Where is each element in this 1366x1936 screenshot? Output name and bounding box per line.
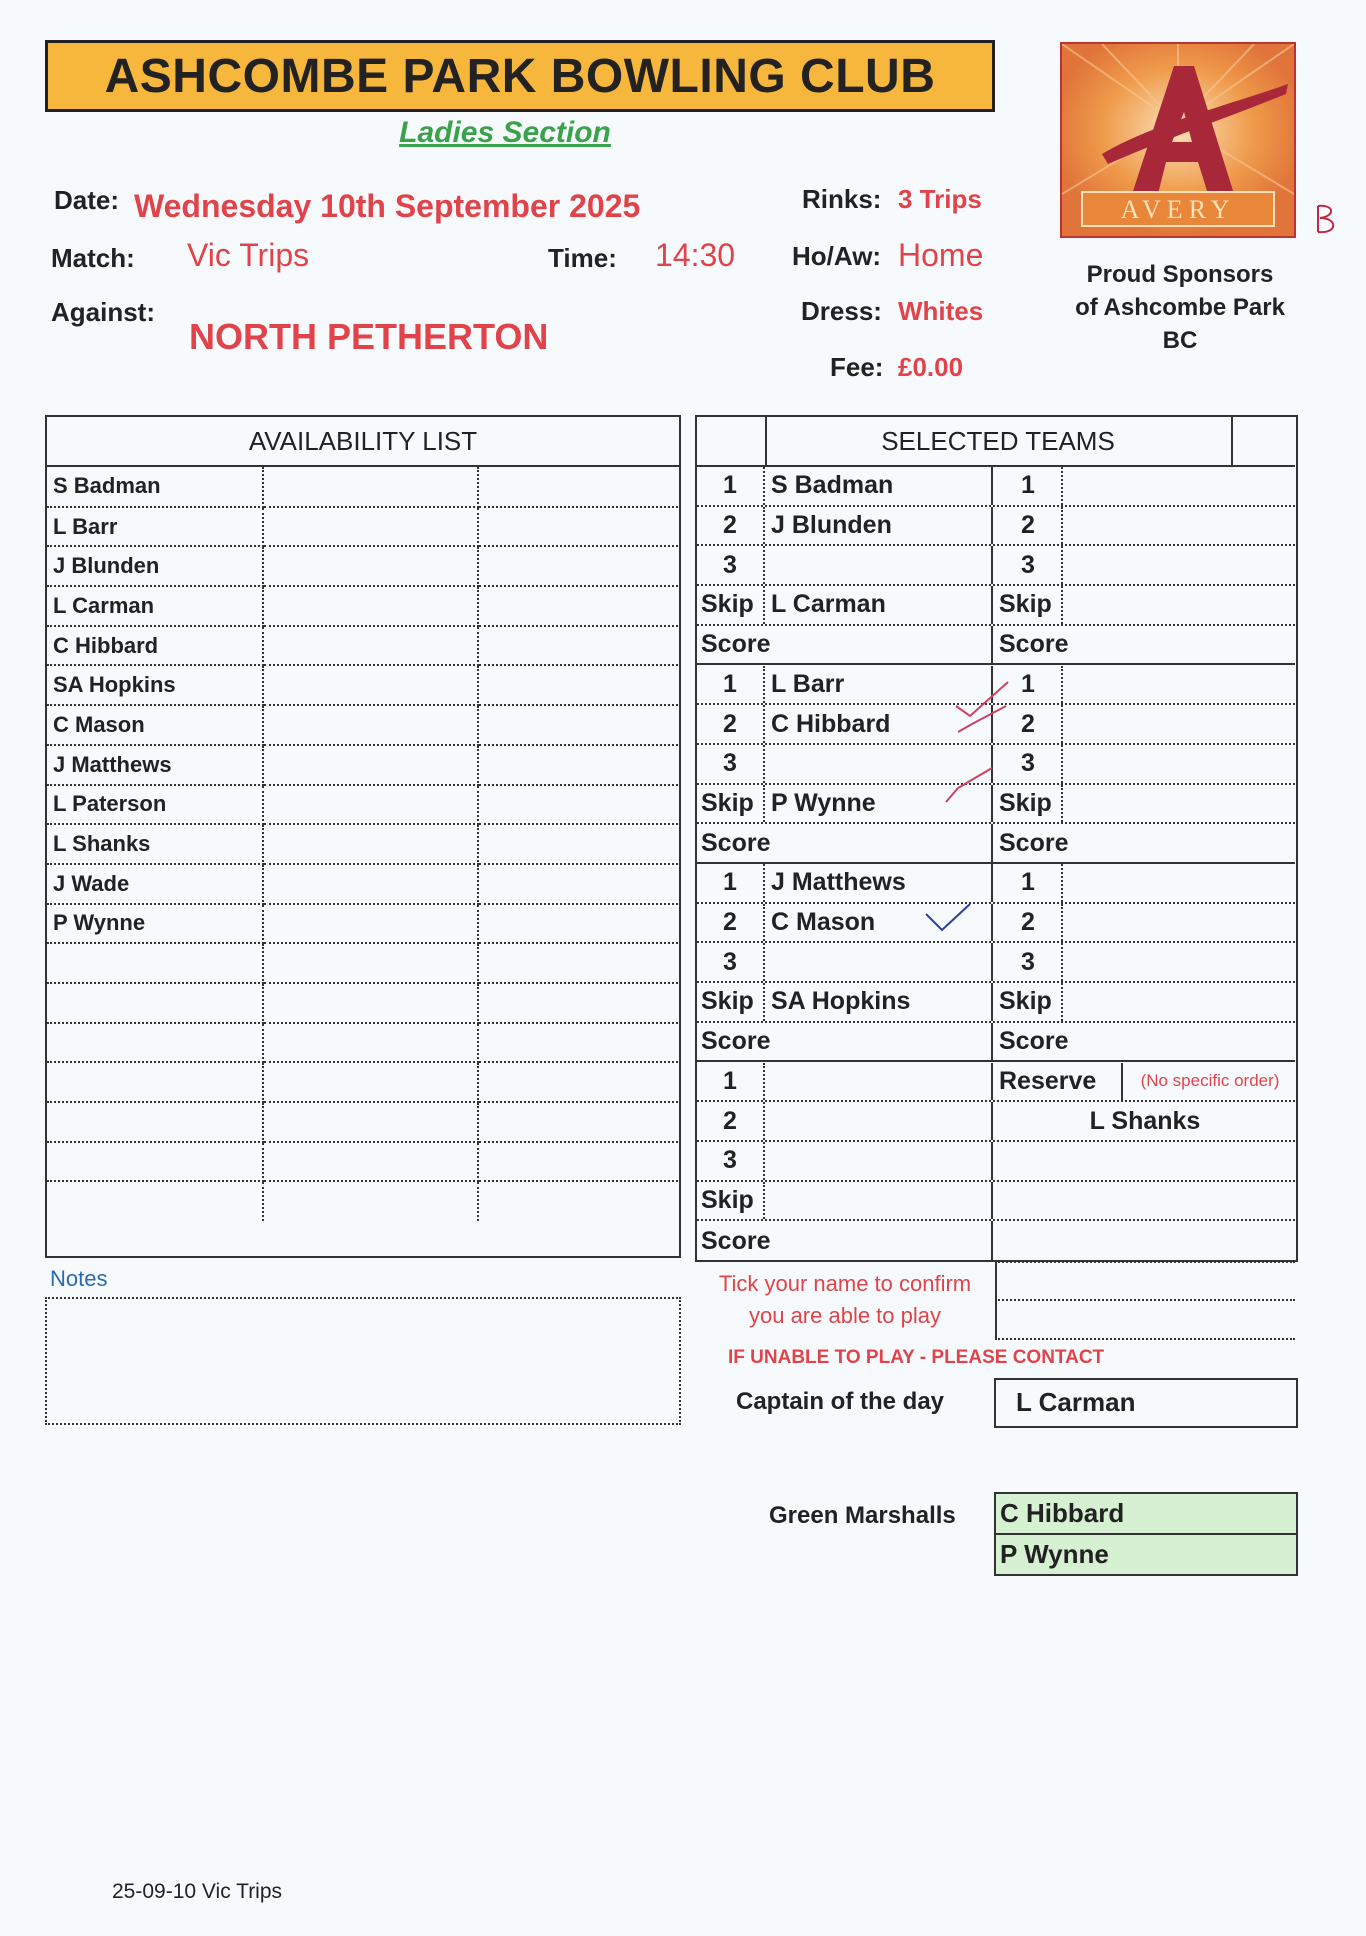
footer-reference: 25-09-10 Vic Trips — [112, 1880, 283, 1903]
player-name: L Carman — [767, 586, 993, 624]
team-row — [697, 1023, 1295, 1063]
reserve-name — [995, 1142, 1295, 1180]
sponsor-line-1: Proud Sponsors — [1086, 261, 1274, 288]
availability-tick-cell[interactable] — [263, 546, 478, 586]
position-label: 3 — [995, 745, 1063, 783]
position-label: Skip — [697, 785, 765, 823]
availability-row — [47, 824, 678, 864]
player-name — [767, 1142, 993, 1180]
section-subtitle: Ladies Section — [399, 116, 611, 149]
availability-tick-cell[interactable] — [478, 705, 678, 745]
reserve-name — [995, 1221, 1295, 1261]
availability-tick-cell[interactable] — [478, 943, 678, 983]
rinks-label: Rinks: — [802, 184, 882, 214]
position-label: 2 — [995, 705, 1063, 743]
availability-tick-cell[interactable] — [478, 665, 678, 705]
availability-row — [47, 785, 678, 825]
player-name: C Hibbard — [767, 705, 993, 743]
availability-tick-cell[interactable] — [263, 1023, 478, 1063]
position-label: 1 — [697, 864, 765, 902]
availability-tick-cell[interactable] — [263, 745, 478, 785]
score-label: Score — [999, 1027, 1069, 1056]
match-label: Match: — [51, 243, 135, 273]
opponent-cell[interactable] — [1065, 705, 1295, 743]
availability-tick-cell[interactable] — [263, 507, 478, 547]
position-label: 2 — [697, 507, 765, 545]
availability-tick-cell[interactable] — [263, 983, 478, 1023]
team-row — [697, 1221, 1295, 1261]
availability-tick-cell[interactable] — [263, 467, 478, 507]
opponent-cell[interactable] — [1065, 864, 1295, 902]
position-label: 3 — [697, 1142, 765, 1180]
avery-logo-mark-icon — [1062, 44, 1294, 236]
availability-name: L Barr — [47, 507, 263, 547]
position-label: Skip — [995, 586, 1063, 624]
availability-tick-cell[interactable] — [263, 626, 478, 666]
reserve-name: L Shanks — [1089, 1106, 1201, 1135]
opponent-cell[interactable] — [1065, 983, 1295, 1021]
player-name: S Badman — [767, 467, 993, 505]
fee-value: £0.00 — [898, 352, 964, 382]
availability-list — [45, 415, 681, 1258]
availability-row — [47, 467, 678, 507]
availability-name — [47, 943, 263, 983]
availability-tick-cell[interactable] — [478, 785, 678, 825]
against-label: Against: — [51, 297, 155, 327]
availability-tick-cell[interactable] — [263, 705, 478, 745]
availability-row — [47, 705, 678, 745]
opponent-cell[interactable] — [1065, 507, 1295, 545]
availability-tick-cell[interactable] — [263, 943, 478, 983]
team-row — [697, 626, 1295, 666]
sponsor-line-3: BC — [1162, 327, 1198, 354]
dress-label: Dress: — [801, 296, 882, 326]
team-row — [697, 546, 1295, 586]
availability-tick-cell[interactable] — [263, 1102, 478, 1142]
availability-row — [47, 904, 678, 944]
position-label: 3 — [995, 943, 1063, 981]
reserve-name — [995, 1301, 1295, 1341]
hoaw-value: Home — [898, 237, 984, 273]
unable-notice: IF UNABLE TO PLAY - PLEASE CONTACT — [728, 1347, 1105, 1368]
opponent-cell[interactable] — [1065, 546, 1295, 584]
team-row — [697, 904, 1295, 944]
position-label: 1 — [995, 666, 1063, 704]
position-label: 2 — [697, 904, 765, 942]
marshall-name: P Wynne — [1000, 1539, 1109, 1569]
availability-tick-cell[interactable] — [478, 864, 678, 904]
availability-tick-cell[interactable] — [478, 904, 678, 944]
availability-name: C Hibbard — [47, 626, 263, 666]
player-name: J Matthews — [767, 864, 993, 902]
availability-tick-cell[interactable] — [478, 745, 678, 785]
team-row — [697, 983, 1295, 1023]
availability-row — [47, 943, 678, 983]
availability-tick-cell[interactable] — [478, 1023, 678, 1063]
availability-tick-cell[interactable] — [478, 1181, 678, 1221]
team-row — [697, 1182, 1295, 1222]
team-row — [697, 745, 1295, 785]
tick-mark-icon — [924, 900, 974, 936]
player-name: L Barr — [767, 666, 993, 704]
team-row — [697, 864, 1295, 904]
score-label: Score — [999, 828, 1069, 857]
availability-row — [47, 626, 678, 666]
availability-name — [47, 983, 263, 1023]
player-name — [767, 1102, 993, 1140]
availability-row — [47, 1062, 678, 1102]
availability-tick-cell[interactable] — [478, 507, 678, 547]
opponent-cell[interactable] — [1065, 785, 1295, 823]
availability-title: AVAILABILITY LIST — [47, 417, 679, 467]
captain-name: L Carman — [994, 1378, 1298, 1428]
availability-name: J Wade — [47, 864, 263, 904]
fee-label: Fee: — [830, 352, 884, 382]
availability-name: P Wynne — [47, 904, 263, 944]
opponent-cell[interactable] — [1065, 904, 1295, 942]
position-label: 3 — [995, 546, 1063, 584]
notes-box[interactable] — [45, 1297, 681, 1425]
selected-teams-header — [697, 417, 1295, 467]
availability-row — [47, 1181, 678, 1221]
availability-row — [47, 983, 678, 1023]
availability-tick-cell[interactable] — [478, 1142, 678, 1182]
position-label: 3 — [697, 546, 765, 584]
score-label: Score — [697, 824, 993, 862]
availability-name: L Paterson — [47, 785, 263, 825]
availability-name — [47, 1181, 263, 1221]
availability-row — [47, 864, 678, 904]
position-label: 1 — [995, 864, 1063, 902]
availability-tick-cell[interactable] — [478, 983, 678, 1023]
availability-tick-cell[interactable] — [263, 824, 478, 864]
position-label: Skip — [995, 983, 1063, 1021]
position-label: 1 — [697, 1063, 765, 1101]
availability-name — [47, 1142, 263, 1182]
position-label: 1 — [995, 467, 1063, 505]
availability-tick-cell[interactable] — [263, 785, 478, 825]
time-value: 14:30 — [655, 237, 736, 273]
availability-tick-cell[interactable] — [478, 586, 678, 626]
availability-row — [47, 1142, 678, 1182]
player-name — [767, 943, 993, 981]
opponent-cell[interactable] — [1065, 745, 1295, 783]
availability-name — [47, 1062, 263, 1102]
player-name — [767, 546, 993, 584]
position-label: Skip — [697, 586, 765, 624]
reserve-note: (No specific order) — [1140, 1071, 1280, 1091]
position-label: 2 — [697, 1102, 765, 1140]
position-label: 2 — [697, 705, 765, 743]
position-label: 1 — [697, 467, 765, 505]
position-label: Skip — [697, 1182, 765, 1220]
handwritten-mark-icon — [1310, 200, 1344, 240]
marshall-name: C Hibbard — [996, 1494, 1296, 1535]
position-label: 2 — [995, 507, 1063, 545]
date-value: Wednesday 10th September 2025 — [134, 188, 641, 224]
team-row — [697, 507, 1295, 547]
score-label: Score — [999, 630, 1069, 659]
reserve-name — [995, 1182, 1295, 1220]
match-value: Vic Trips — [187, 237, 310, 273]
tick-mark-icon — [952, 680, 1012, 740]
sponsor-line-2: of Ashcombe Park — [1075, 294, 1285, 321]
availability-row — [47, 546, 678, 586]
team-row — [697, 785, 1295, 825]
availability-name: L Carman — [47, 586, 263, 626]
player-name: J Blunden — [767, 507, 993, 545]
selected-teams — [695, 415, 1298, 1262]
score-label: Score — [697, 1023, 993, 1061]
tick-mark-icon — [944, 762, 994, 804]
team-row — [697, 943, 1295, 983]
against-value: NORTH PETHERTON — [189, 316, 549, 357]
reserve-label: Reserve — [995, 1063, 1123, 1101]
opponent-cell[interactable] — [1065, 586, 1295, 624]
availability-row — [47, 745, 678, 785]
availability-name — [47, 1023, 263, 1063]
availability-name: C Mason — [47, 705, 263, 745]
availability-tick-cell[interactable] — [263, 586, 478, 626]
team-row — [697, 467, 1295, 507]
availability-row — [47, 665, 678, 705]
availability-name: L Shanks — [47, 824, 263, 864]
hoaw-label: Ho/Aw: — [792, 241, 882, 271]
availability-name — [47, 1102, 263, 1142]
availability-tick-cell[interactable] — [263, 864, 478, 904]
team-row — [697, 1102, 1295, 1142]
availability-row — [47, 1102, 678, 1142]
availability-tick-cell[interactable] — [478, 824, 678, 864]
availability-tick-cell[interactable] — [478, 1102, 678, 1142]
rinks-value: 3 Trips — [898, 184, 982, 214]
position-label: 1 — [697, 666, 765, 704]
availability-row — [47, 507, 678, 547]
team-row — [697, 824, 1295, 864]
time-label: Time: — [548, 243, 617, 273]
notes-label: Notes — [50, 1266, 108, 1291]
availability-tick-cell[interactable] — [478, 546, 678, 586]
availability-name: S Badman — [47, 467, 263, 507]
availability-row — [47, 586, 678, 626]
player-name: C Mason — [767, 904, 993, 942]
opponent-cell[interactable] — [1065, 666, 1295, 704]
position-label: 3 — [697, 745, 765, 783]
opponent-cell[interactable] — [1065, 943, 1295, 981]
player-name: P Wynne — [767, 785, 993, 823]
reserve-name — [995, 1261, 1295, 1301]
availability-name: J Blunden — [47, 546, 263, 586]
club-title: ASHCOMBE PARK BOWLING CLUB — [45, 40, 995, 112]
date-label: Date: — [54, 185, 120, 215]
team-row — [697, 1142, 1295, 1182]
captain-label: Captain of the day — [736, 1388, 945, 1415]
team-row — [697, 1063, 1295, 1103]
player-name: SA Hopkins — [767, 983, 993, 1021]
availability-tick-cell[interactable] — [478, 1062, 678, 1102]
availability-tick-cell[interactable] — [478, 626, 678, 666]
dress-value: Whites — [898, 296, 984, 326]
position-label: Skip — [697, 983, 765, 1021]
green-marshalls-box — [994, 1492, 1298, 1576]
availability-tick-cell[interactable] — [263, 1062, 478, 1102]
availability-tick-cell[interactable] — [263, 1181, 478, 1221]
availability-name: SA Hopkins — [47, 665, 263, 705]
logo-wordmark: AVERY — [1120, 195, 1236, 224]
selected-teams-title: SELECTED TEAMS — [881, 426, 1115, 456]
player-name — [767, 1182, 993, 1220]
availability-table — [47, 467, 678, 1221]
position-label: 3 — [697, 943, 765, 981]
availability-tick-cell[interactable] — [263, 665, 478, 705]
team-row — [697, 586, 1295, 626]
opponent-cell[interactable] — [1065, 467, 1295, 505]
availability-row — [47, 1023, 678, 1063]
score-label: Score — [697, 1221, 993, 1261]
availability-tick-cell[interactable] — [263, 904, 478, 944]
sponsor-text — [1048, 258, 1312, 357]
player-name — [767, 1063, 993, 1101]
tick-instructions: Tick your name to confirm you are able to play — [718, 1271, 972, 1328]
position-label: 2 — [995, 904, 1063, 942]
availability-tick-cell[interactable] — [478, 467, 678, 507]
avery-logo — [1060, 42, 1296, 238]
availability-tick-cell[interactable] — [263, 1142, 478, 1182]
score-label: Score — [697, 626, 993, 664]
position-label: Skip — [995, 785, 1063, 823]
green-marshalls-label: Green Marshalls — [769, 1502, 956, 1529]
availability-name: J Matthews — [47, 745, 263, 785]
